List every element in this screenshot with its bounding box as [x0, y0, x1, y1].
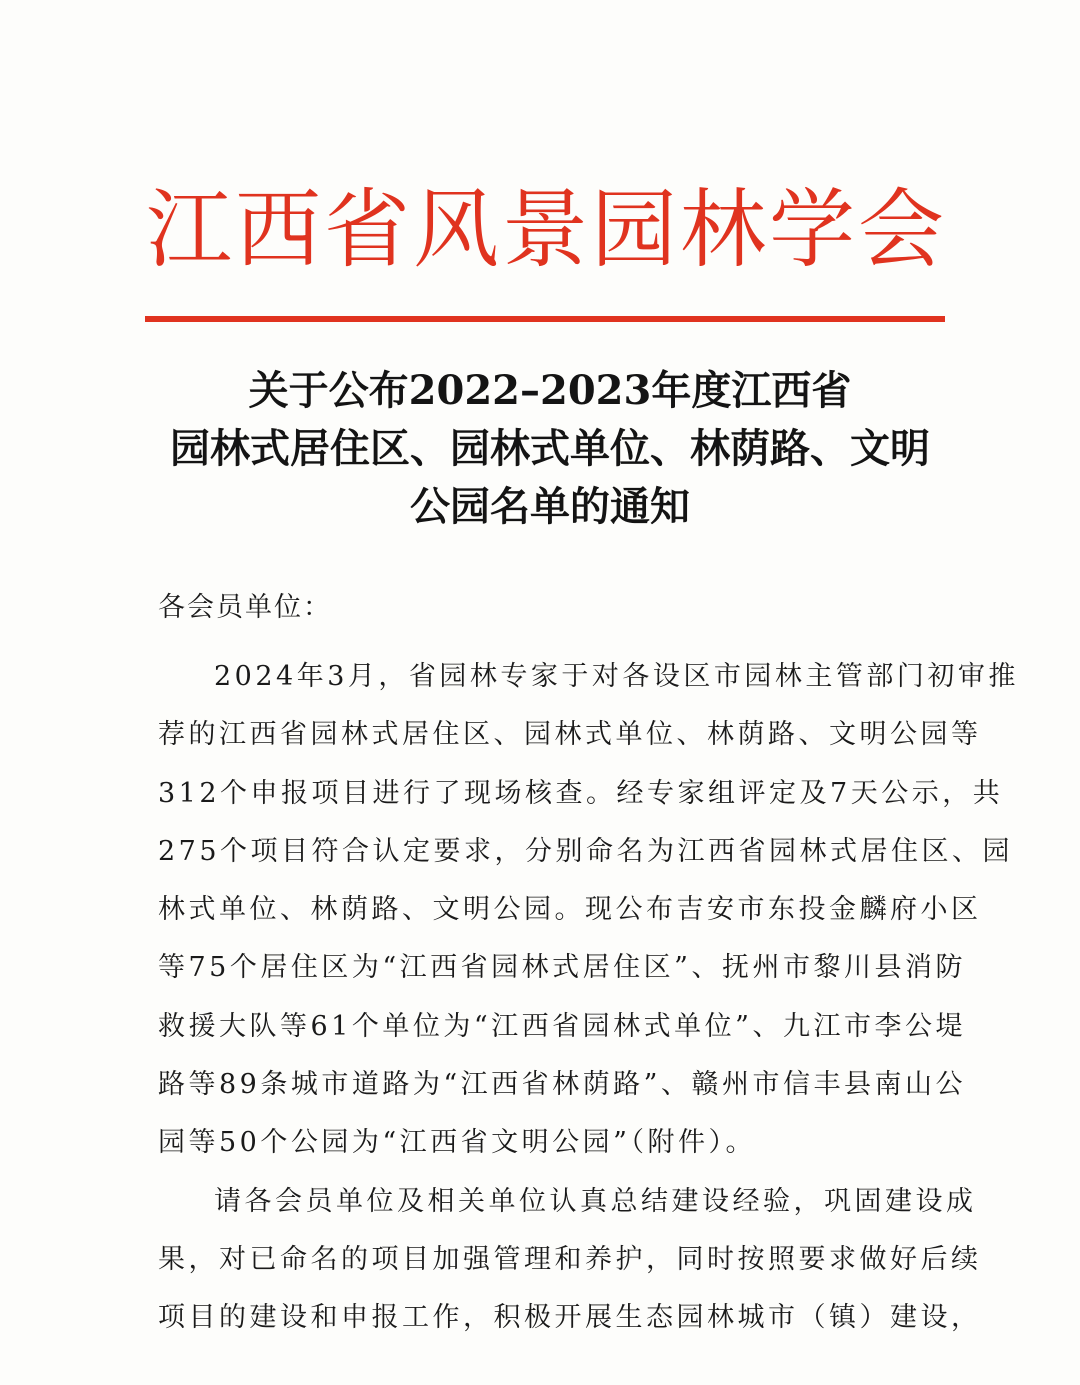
body-paragraph: [158, 1173, 982, 1348]
letterhead-char: 江: [146, 180, 232, 280]
letterhead-char: 西: [235, 180, 321, 280]
document-body: [158, 648, 1019, 1348]
letterhead-char: 风: [413, 180, 499, 280]
title-line: 园林式居住区、园林式单位、林荫路、文明: [170, 425, 930, 472]
letterhead-char: 园: [591, 180, 677, 280]
text-line: 请各会员单位及相关单位认真总结建设经验，巩固建设成: [214, 1185, 977, 1217]
body-paragraph: [158, 648, 1019, 1173]
text-line: 项目的建设和申报工作，积极开展生态园林城市（镇）建设，: [158, 1302, 982, 1334]
text-line: 林式单位、林荫路、文明公园。现公布吉安市东投金麟府小区: [158, 894, 982, 926]
text-line: 荐的江西省园林式居住区、园林式单位、林荫路、文明公园等: [158, 719, 982, 751]
title-line: 公园名单的通知: [410, 483, 690, 530]
text-line: 312个申报项目进行了现场核查。经专家组评定及7天公示，共: [158, 777, 1004, 809]
letterhead-char: 会: [858, 180, 944, 280]
text-line: 园等50个公园为“江西省文明公园”（附件）。: [158, 1127, 756, 1159]
letterhead-char: 省: [324, 180, 410, 280]
text-line: 路等89条城市道路为“江西省林荫路”、赣州市信丰县南山公: [158, 1069, 966, 1101]
letterhead-char: 景: [502, 180, 588, 280]
letterhead-org-name: [145, 175, 945, 285]
title-line: 关于公布2022–2023年度江西省: [248, 367, 852, 414]
text-line: 2024年3月，省园林专家于对各设区市园林主管部门初审推: [214, 661, 1019, 692]
text-line: 救援大队等61个单位为“江西省园林式单位”、九江市李公堤: [158, 1010, 966, 1042]
text-line: 275个项目符合认定要求，分别命名为江西省园林式居住区、园: [158, 835, 1014, 867]
letterhead-char: 学: [769, 180, 855, 280]
text-line: 果，对已命名的项目加强管理和养护，同时按照要求做好后续: [158, 1243, 982, 1275]
letterhead-char: 林: [680, 180, 766, 280]
salutation: 各会员单位：: [158, 592, 332, 623]
letterhead-divider: [145, 316, 945, 322]
text-line: 等75个居住区为“江西省园林式居住区”、抚州市黎川县消防: [158, 952, 966, 984]
document-title: [120, 362, 980, 536]
